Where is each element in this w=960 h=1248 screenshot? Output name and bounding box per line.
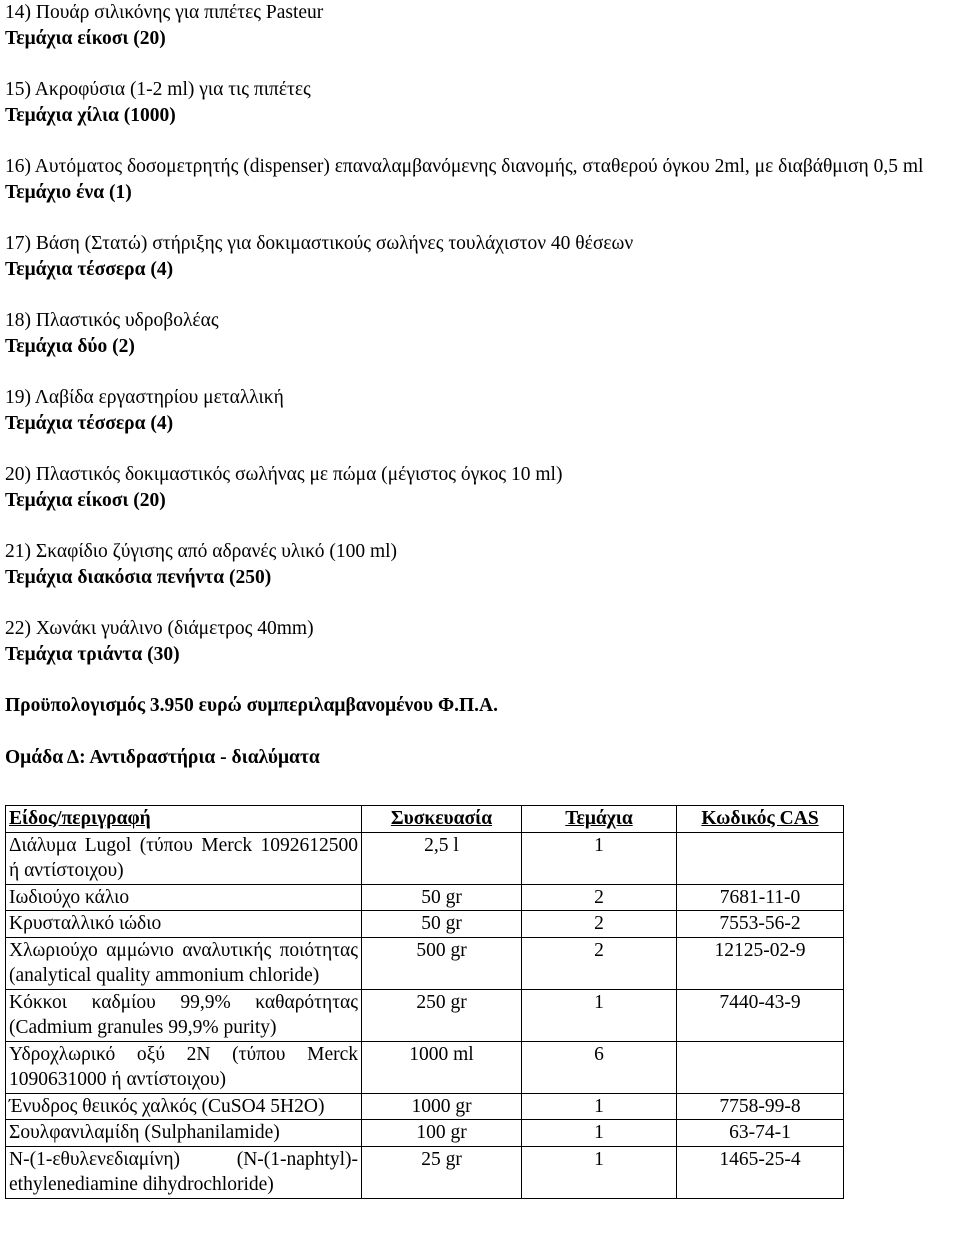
cell-description: Χλωριούχο αμμώνιο αναλυτικής ποιότητας (analytical quality ammonium chloride): [6, 937, 362, 989]
table-row: [6, 1146, 844, 1198]
cell-description: Κόκκοι καδμίου 99,9% καθαρότητας (Cadmium granules 99,9% purity): [6, 989, 362, 1041]
cell-quantity: 1: [522, 989, 677, 1041]
cell-packaging: 100 gr: [362, 1120, 522, 1147]
cell-description: N-(1-εθυλενεδιαμίνη) (N-(1-naphtyl)-ethylenediamine dihydrochloride): [6, 1146, 362, 1198]
cell-packaging: 1000 gr: [362, 1093, 522, 1120]
item-quantity: Τεμάχια τέσσερα (4): [5, 258, 174, 280]
cell-quantity: 2: [522, 937, 677, 989]
cell-packaging: 500 gr: [362, 937, 522, 989]
table-row: [6, 832, 844, 884]
header-quantity: Τεμάχια: [522, 806, 677, 833]
cell-description: Υδροχλωρικό οξύ 2N (τύπου Merck 1090631000 ή αντίστοιχου): [6, 1041, 362, 1093]
cell-cas-code: 1465-25-4: [677, 1146, 844, 1198]
table-row: [6, 1120, 844, 1147]
cell-cas-code: 7440-43-9: [677, 989, 844, 1041]
item-description: 14) Πουάρ σιλικόνης για πιπέτες Pasteur: [5, 2, 324, 23]
cell-packaging: 25 gr: [362, 1146, 522, 1198]
group-title: Ομάδα Δ: Αντιδραστήρια - διαλύματα: [5, 746, 320, 768]
list-item: [5, 154, 957, 205]
cell-cas-code: 7553-56-2: [677, 911, 844, 938]
cell-cas-code: 12125-02-9: [677, 937, 844, 989]
list-item: [5, 616, 957, 667]
cell-description: Διάλυμα Lugol (τύπου Merck 1092612500 ή αντίστοιχου): [6, 832, 362, 884]
list-item: [5, 385, 957, 436]
table-row: [6, 937, 844, 989]
table-body: [6, 832, 844, 1198]
list-item: [5, 0, 957, 51]
list-item: [5, 539, 957, 590]
cell-quantity: 1: [522, 1120, 677, 1147]
document-page: [5, 0, 957, 796]
item-description: 19) Λαβίδα εργαστηρίου μεταλλική: [5, 387, 284, 408]
item-quantity: Τεμάχια είκοσι (20): [5, 27, 166, 49]
table-row: [6, 884, 844, 911]
cell-packaging: 250 gr: [362, 989, 522, 1041]
table-row: [6, 1093, 844, 1120]
budget-line: Προϋπολογισμός 3.950 ευρώ συμπεριλαμβανομένου Φ.Π.Α.: [5, 695, 498, 716]
table-header-row: [6, 806, 844, 833]
item-description: 16) Αυτόματος δοσομετρητής (dispenser) επαναλαμβανόμενης διανομής, σταθερού όγκου 2ml, με διαβάθμιση 0,5 ml: [5, 156, 924, 177]
cell-packaging: 2,5 l: [362, 832, 522, 884]
item-quantity: Τεμάχιο ένα (1): [5, 181, 132, 203]
item-quantity: Τεμάχια τριάντα (30): [5, 643, 180, 665]
cell-cas-code: 7758-99-8: [677, 1093, 844, 1120]
item-description: 15) Ακροφύσια (1-2 ml) για τις πιπέτες: [5, 79, 311, 100]
item-quantity: Τεμάχια διακόσια πενήντα (250): [5, 566, 272, 588]
list-item: [5, 462, 957, 513]
item-description: 17) Βάση (Στατώ) στήριξης για δοκιμαστικούς σωλήνες τουλάχιστον 40 θέσεων: [5, 233, 634, 254]
list-item: [5, 308, 957, 359]
item-description: 22) Χωνάκι γυάλινο (διάμετρος 40mm): [5, 618, 314, 639]
cell-description: Κρυσταλλικό ιώδιο: [6, 911, 362, 938]
item-description: 21) Σκαφίδιο ζύγισης από αδρανές υλικό (100 ml): [5, 541, 398, 562]
item-description: 20) Πλαστικός δοκιμαστικός σωλήνας με πώμα (μέγιστος όγκος 10 ml): [5, 464, 563, 485]
cell-cas-code: [677, 1041, 844, 1093]
cell-packaging: 1000 ml: [362, 1041, 522, 1093]
table-row: [6, 1041, 844, 1093]
cell-quantity: 1: [522, 1093, 677, 1120]
item-quantity: Τεμάχια χίλια (1000): [5, 104, 176, 126]
item-quantity: Τεμάχια είκοσι (20): [5, 489, 166, 511]
list-item: [5, 231, 957, 282]
list-item: [5, 77, 957, 128]
cell-quantity: 2: [522, 911, 677, 938]
reagents-table: [5, 805, 844, 1199]
cell-cas-code: [677, 832, 844, 884]
cell-cas-code: 63-74-1: [677, 1120, 844, 1147]
header-description: Είδος/περιγραφή: [6, 806, 362, 833]
cell-quantity: 1: [522, 1146, 677, 1198]
item-quantity: Τεμάχια δύο (2): [5, 335, 135, 357]
cell-description: Ιωδιούχο κάλιο: [6, 884, 362, 911]
cell-quantity: 2: [522, 884, 677, 911]
table-row: [6, 989, 844, 1041]
equipment-list: [5, 0, 957, 667]
cell-description: Σουλφανιλαμίδη (Sulphanilamide): [6, 1120, 362, 1147]
item-quantity: Τεμάχια τέσσερα (4): [5, 412, 174, 434]
cell-cas-code: 7681-11-0: [677, 884, 844, 911]
table-row: [6, 911, 844, 938]
cell-description: Ένυδρος θειικός χαλκός (CuSO4 5H2O): [6, 1093, 362, 1120]
header-cas-code: Κωδικός CAS: [677, 806, 844, 833]
cell-quantity: 6: [522, 1041, 677, 1093]
cell-packaging: 50 gr: [362, 884, 522, 911]
cell-quantity: 1: [522, 832, 677, 884]
header-packaging: Συσκευασία: [362, 806, 522, 833]
item-description: 18) Πλαστικός υδροβολέας: [5, 310, 219, 331]
cell-packaging: 50 gr: [362, 911, 522, 938]
